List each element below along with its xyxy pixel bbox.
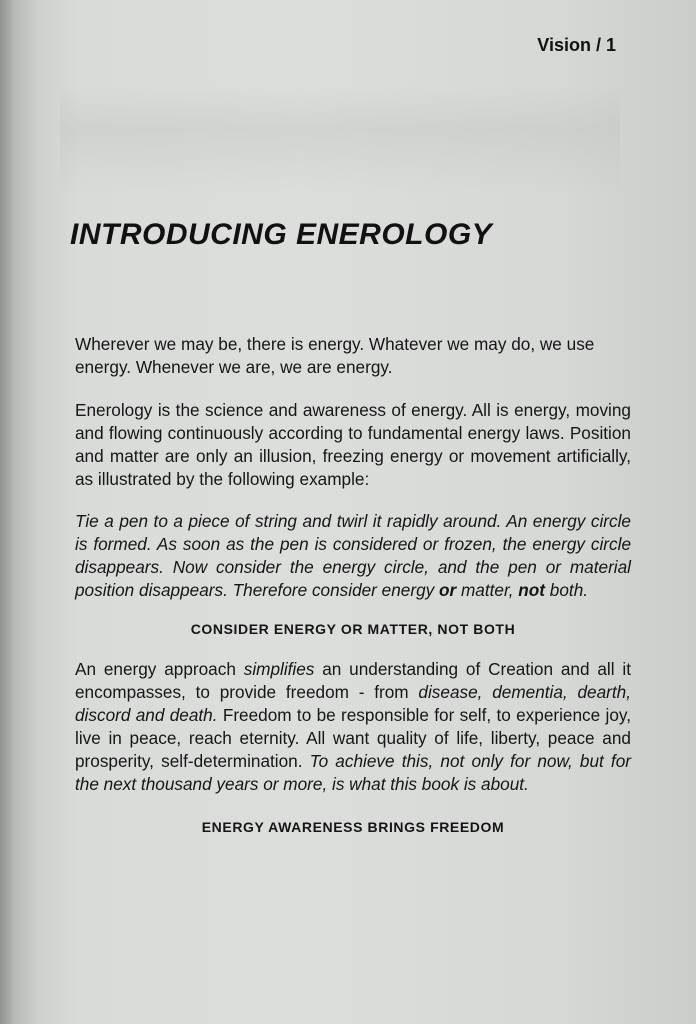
section-heading-energy-or-matter: CONSIDER ENERGY OR MATTER, NOT BOTH [190, 621, 516, 637]
paragraph-approach [75, 658, 631, 796]
running-head: Vision / 1 [537, 35, 616, 55]
emphasis-simplifies: simplifies [243, 659, 315, 679]
paragraph-example [75, 510, 631, 602]
emphasis-book-purpose: To achieve this, not only for now, but for the next thousand years or more, is what this book is about. [75, 751, 631, 794]
approach-text-3: Freedom to be responsible for self, to experience joy, live in peace, reach eternity. All want quality of life, liberty, peace and prosperity, self-determination. [75, 705, 631, 771]
approach-text: An energy approach [75, 659, 244, 679]
section-heading-energy-awareness: ENERGY AWARENESS BRINGS FREEDOM [201, 819, 505, 835]
chapter-title: INTRODUCING ENEROLOGY [70, 218, 493, 251]
example-text-2: matter, [456, 580, 519, 600]
emphasis-not: not [518, 580, 546, 600]
show-through-shadow [60, 85, 620, 195]
example-text: Tie a pen to a piece of string and twirl it rapidly around. An energy circle is formed. As soon as the pen is considered or frozen, the energy circle disappears. Now consider the energy circle, and the pen or material position disappears. Therefore consider energy [75, 511, 631, 600]
paragraph-intro: Wherever we may be, there is energy. Whatever we may do, we use energy. Whenever we are, we are energy. [75, 334, 595, 377]
paragraph-definition: Enerology is the science and awareness of energy. All is energy, moving and flowing continuously according to fundamental energy laws. Position and matter are only an illusion, freezing energy or movement artificially, as illustrated by the following example: [75, 400, 631, 489]
emphasis-disease-list: disease, dementia, dearth, discord and death. [75, 682, 632, 725]
example-text-3: both. [545, 580, 589, 600]
approach-text-2: an understanding of Creation and all it encompasses, to provide freedom - from [75, 659, 631, 702]
emphasis-or: or [439, 580, 457, 600]
body-text [75, 333, 631, 839]
